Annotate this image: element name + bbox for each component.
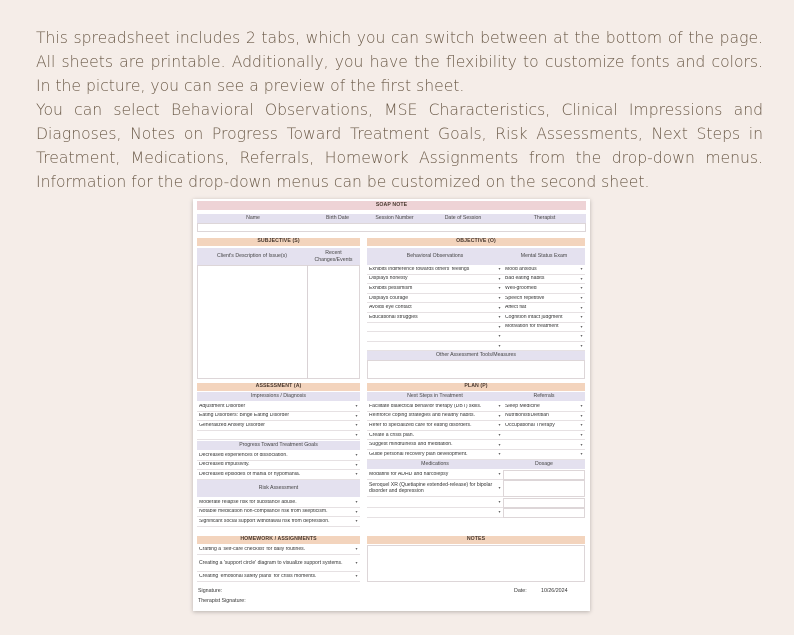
dropdown-arrow-icon[interactable]: ▾ [355, 403, 358, 409]
medication-row-text: Seroquel XR (Quetiapine extended-release) for bipolar disorder and depression [369, 481, 493, 494]
next-step-row[interactable] [367, 440, 503, 450]
info-col-session-number: Session Number [375, 214, 414, 221]
behavioral-observation-row[interactable] [367, 275, 503, 285]
behavioral-observation-row[interactable] [367, 294, 503, 304]
other-assessment-tools-label: Other Assessment Tools/Measures [435, 351, 517, 358]
medication-row[interactable] [367, 508, 503, 518]
behavioral-observation-row[interactable] [367, 265, 503, 275]
dropdown-arrow-icon[interactable]: ▾ [498, 343, 501, 349]
dropdown-arrow-icon[interactable]: ▾ [580, 441, 583, 447]
next-step-row[interactable] [367, 421, 503, 431]
dropdown-arrow-icon[interactable]: ▾ [580, 295, 583, 301]
next-steps-title: Next Steps in Treatment [407, 392, 463, 399]
subjective-title: SUBJECTIVE (S) [197, 238, 360, 246]
dropdown-arrow-icon[interactable]: ▾ [498, 314, 501, 320]
referral-row[interactable] [503, 440, 585, 450]
dropdown-arrow-icon[interactable]: ▾ [580, 323, 583, 329]
notes-text-area[interactable] [367, 545, 585, 582]
dropdown-arrow-icon[interactable]: ▾ [498, 422, 501, 428]
impressions-title: Impressions / Diagnosis [250, 392, 307, 399]
behavioral-observation-row[interactable] [367, 342, 503, 352]
mse-row-text: Well-groomed [505, 285, 537, 291]
referral-row[interactable] [503, 431, 585, 441]
date-label: Date: [514, 588, 527, 594]
behavioral-observation-row-text: Exhibits indifference towards others' feelings [369, 266, 470, 272]
progress-row-text: Decreased experiences of dissociation. [199, 452, 288, 458]
progress-row-text: Decreased episodes of mania or hypomania. [199, 471, 301, 477]
homework-row-text: Creating 'emotional safety plans' for crisis moments. [199, 573, 317, 579]
assessment-title: ASSESSMENT (A) [197, 383, 360, 391]
dropdown-arrow-icon[interactable]: ▾ [580, 304, 583, 310]
medication-row[interactable] [367, 480, 503, 497]
referral-row[interactable] [503, 402, 585, 412]
date-value[interactable]: 10/26/2024 [541, 588, 568, 594]
dropdown-arrow-icon[interactable]: ▾ [498, 295, 501, 301]
next-step-row-text: Refer to specialized care for eating disorders. [369, 422, 472, 428]
next-step-row-text: Suggest mindfulness and meditation. [369, 442, 453, 448]
mse-row[interactable] [503, 313, 585, 323]
subjective-col-description: Client's Description of Issue(s) [217, 252, 287, 259]
dosage-cell[interactable] [503, 508, 585, 518]
dropdown-arrow-icon[interactable]: ▾ [355, 573, 358, 579]
dosage-title: Dosage [535, 460, 553, 467]
impression-row-text: Generalized Anxiety Disorder [199, 422, 265, 428]
dropdown-arrow-icon[interactable]: ▾ [355, 471, 358, 477]
intro-text [36, 26, 763, 194]
dropdown-arrow-icon[interactable]: ▾ [355, 499, 358, 505]
risk-row[interactable] [197, 508, 360, 518]
intro-paragraph-2: You can select Behavioral Observations, MSE Characteristics, Clinical Impressions and Diagnoses, Notes on Progress Toward Treatment Goals, Risk Assessments, Next Steps in Treatment, Medications, Referrals, Homework Assignments from the drop-down menus. Information for the drop-down menus can be customized on the second sheet. [36, 101, 763, 191]
info-col-name: Name [246, 214, 260, 221]
medications-title: Medications [421, 460, 449, 467]
progress-row[interactable] [197, 451, 360, 461]
mse-row-text: Motivation for treatment [505, 324, 559, 330]
dropdown-arrow-icon[interactable]: ▾ [580, 432, 583, 438]
dropdown-arrow-icon[interactable]: ▾ [580, 451, 583, 457]
next-step-row[interactable] [367, 450, 503, 460]
behavioral-observation-row-text: Displays courage [369, 295, 409, 301]
dropdown-arrow-icon[interactable]: ▾ [355, 452, 358, 458]
sheet-title: SOAP NOTE [197, 201, 586, 210]
next-step-row-text: Create a crisis plan. [369, 432, 415, 438]
mse-row-text: Speech repetitive [505, 295, 545, 301]
impression-row[interactable] [197, 421, 360, 431]
next-step-row-text: Reinforce coping strategies and healthy habits. [369, 413, 475, 419]
info-input-row[interactable] [197, 223, 586, 232]
homework-row-text: Crafting a 'self-care checklist' for daily routines. [199, 546, 306, 552]
homework-title: HOMEWORK / ASSIGNMENTS [197, 536, 360, 544]
dropdown-arrow-icon[interactable]: ▾ [580, 412, 583, 418]
mse-row[interactable] [503, 294, 585, 304]
dropdown-arrow-icon[interactable]: ▾ [355, 508, 358, 514]
medication-row[interactable] [367, 498, 503, 508]
referral-row-text: Occupational Therapy [505, 422, 555, 428]
dropdown-arrow-icon[interactable]: ▾ [498, 285, 501, 291]
objective-title: OBJECTIVE (O) [367, 238, 585, 246]
subjective-divider [307, 265, 308, 379]
mse-row[interactable] [503, 265, 585, 275]
mse-row-text: Cognition intact judgment [505, 314, 563, 320]
impression-row-text: Adjustment Disorder [199, 403, 246, 409]
referral-row[interactable] [503, 412, 585, 422]
dropdown-arrow-icon[interactable]: ▾ [498, 403, 501, 409]
dropdown-arrow-icon[interactable]: ▾ [498, 432, 501, 438]
homework-row[interactable] [197, 545, 360, 555]
mse-row-text: Affect flat [505, 305, 527, 311]
next-step-row[interactable] [367, 402, 503, 412]
dropdown-arrow-icon[interactable]: ▾ [498, 275, 501, 281]
objective-col-mse: Mental Status Exam [520, 252, 568, 259]
subjective-text-area[interactable] [197, 265, 360, 379]
dropdown-arrow-icon[interactable]: ▾ [498, 451, 501, 457]
dropdown-arrow-icon[interactable]: ▾ [498, 333, 501, 339]
referrals-title: Referrals [533, 392, 555, 399]
info-col-therapist: Therapist [533, 214, 556, 221]
homework-row[interactable] [197, 572, 360, 582]
notes-title: NOTES [367, 536, 585, 544]
risk-row[interactable] [197, 517, 360, 527]
info-col-birth-date: Birth Date [325, 214, 350, 221]
impression-row[interactable] [197, 412, 360, 422]
medication-row-text: Modafinil for ADHD and narcolepsy [369, 471, 449, 477]
dropdown-arrow-icon[interactable]: ▾ [580, 314, 583, 320]
dropdown-arrow-icon[interactable]: ▾ [355, 546, 358, 552]
dropdown-arrow-icon[interactable]: ▾ [498, 509, 501, 515]
dropdown-arrow-icon[interactable]: ▾ [580, 275, 583, 281]
referral-row-text: Sleep Medicine [505, 403, 540, 409]
therapist-signature-label: Therapist Signature: [198, 598, 246, 604]
risk-title: Risk Assessment [258, 484, 299, 491]
info-col-date-of-session: Date of Session [444, 214, 482, 221]
behavioral-observation-row[interactable] [367, 303, 503, 313]
next-step-row[interactable] [367, 412, 503, 422]
next-step-row-text: Guide personal recovery plan development. [369, 451, 468, 457]
soap-note-sheet [193, 199, 590, 611]
medication-row[interactable] [367, 470, 503, 480]
behavioral-observation-row[interactable] [367, 284, 503, 294]
dropdown-arrow-icon[interactable]: ▾ [580, 343, 583, 349]
risk-row-text: Significant social support withdrawal risk from depression. [199, 518, 330, 524]
dropdown-arrow-icon[interactable]: ▾ [355, 461, 358, 467]
mse-row[interactable] [503, 323, 585, 333]
risk-row-text: Moderate relapse risk for substance abuse. [199, 499, 297, 505]
dropdown-arrow-icon[interactable]: ▾ [580, 285, 583, 291]
progress-title: Progress Toward Treatment Goals [239, 441, 318, 448]
dropdown-arrow-icon[interactable]: ▾ [498, 323, 501, 329]
behavioral-observation-row[interactable] [367, 332, 503, 342]
other-tools-text-area[interactable] [367, 360, 585, 379]
dropdown-arrow-icon[interactable]: ▾ [498, 412, 501, 418]
mse-row[interactable] [503, 284, 585, 294]
dropdown-arrow-icon[interactable]: ▾ [498, 485, 501, 490]
objective-col-behavioral: Behavioral Observations [406, 252, 464, 259]
dropdown-arrow-icon[interactable]: ▾ [498, 266, 501, 272]
mse-row-text: Mood anxious [505, 266, 537, 272]
dropdown-arrow-icon[interactable]: ▾ [498, 441, 501, 447]
behavioral-observation-row-text: Avoids eye contact [369, 305, 412, 311]
referral-row-text: Nutritionist/Dietitian [505, 413, 549, 419]
referral-row[interactable] [503, 421, 585, 431]
dosage-cell[interactable] [503, 470, 585, 480]
subjective-col-recent-changes: Recent Changes/Events [314, 249, 353, 263]
risk-row[interactable] [197, 498, 360, 508]
dropdown-arrow-icon[interactable]: ▾ [580, 333, 583, 339]
dropdown-arrow-icon[interactable]: ▾ [498, 304, 501, 310]
progress-row[interactable] [197, 461, 360, 471]
referral-row[interactable] [503, 450, 585, 460]
mse-row[interactable] [503, 342, 585, 352]
mse-row[interactable] [503, 303, 585, 313]
next-step-row-text: Facilitate dialectical behavior therapy (DBT) skills. [369, 403, 482, 409]
dosage-cell[interactable] [503, 480, 585, 497]
intro-paragraph-1: This spreadsheet includes 2 tabs, which you can switch between at the bottom of the page. All sheets are printable. Additionally, you have the flexibility to customize fonts and colors. In the picture, you can see a preview of the first sheet. [36, 29, 763, 95]
mse-row[interactable] [503, 332, 585, 342]
dropdown-arrow-icon[interactable]: ▾ [580, 403, 583, 409]
behavioral-observation-row[interactable] [367, 323, 503, 333]
dosage-cell[interactable] [503, 498, 585, 508]
dropdown-arrow-icon[interactable]: ▾ [355, 560, 358, 565]
plan-title: PLAN (P) [367, 383, 585, 391]
impression-row[interactable] [197, 402, 360, 412]
behavioral-observation-row-text: Exhibits pessimism [369, 285, 413, 291]
dropdown-arrow-icon[interactable]: ▾ [355, 412, 358, 418]
mse-row[interactable] [503, 275, 585, 285]
dropdown-arrow-icon[interactable]: ▾ [355, 422, 358, 428]
progress-row-text: Decreased impulsivity. [199, 462, 250, 468]
next-step-row[interactable] [367, 431, 503, 441]
dropdown-arrow-icon[interactable]: ▾ [580, 422, 583, 428]
dropdown-arrow-icon[interactable]: ▾ [355, 432, 358, 438]
dropdown-arrow-icon[interactable]: ▾ [355, 518, 358, 524]
risk-row-text: Notable medication non-compliance risk from skepticism. [199, 509, 328, 515]
dropdown-arrow-icon[interactable]: ▾ [498, 499, 501, 505]
behavioral-observation-row-text: Educational struggles [369, 314, 418, 320]
impression-row-text: Eating Disorders: Binge Eating Disorder [199, 413, 290, 419]
homework-row[interactable] [197, 555, 360, 572]
behavioral-observation-row-text: Displays honesty [369, 276, 408, 282]
mse-row-text: Bad eating habits [505, 276, 545, 282]
signature-label: Signature: [198, 588, 223, 594]
impression-row[interactable] [197, 431, 360, 441]
dropdown-arrow-icon[interactable]: ▾ [498, 471, 501, 477]
progress-row[interactable] [197, 470, 360, 480]
homework-row-text: Creating a 'support circle' diagram to visualize support systems. [199, 559, 343, 566]
behavioral-observation-row[interactable] [367, 313, 503, 323]
dropdown-arrow-icon[interactable]: ▾ [580, 266, 583, 272]
